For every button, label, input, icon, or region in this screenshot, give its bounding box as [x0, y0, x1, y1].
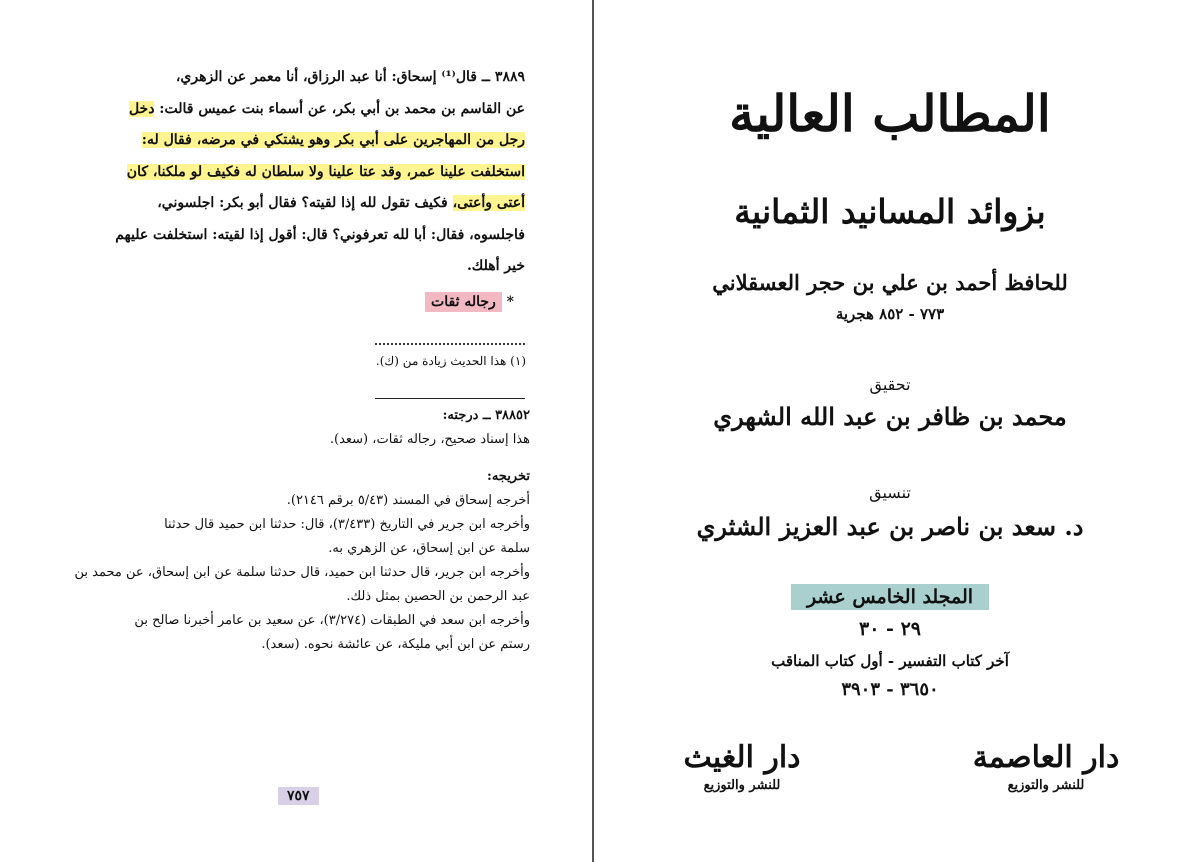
hadith-paragraph: [70, 62, 525, 283]
highlight: دخل: [128, 100, 155, 117]
publisher-tagline: للنشر والتوزيع: [1007, 778, 1085, 793]
footnote: (١) هذا الحديث زيادة من (ك).: [375, 354, 526, 368]
publisher-al-ghaith: [652, 738, 832, 793]
text-line: أعتى وأعتى، فكيف تقول لله إذا لقيته؟ فقال أبو بكر: اجلسوني،: [157, 195, 525, 211]
takhrij-section: [60, 465, 530, 657]
narrators-verdict: [425, 294, 514, 310]
grade-text: هذا إسناد صحيح، رجاله ثقات، (سعد).: [329, 432, 530, 447]
takhrij-line: وأخرجه ابن جرير في التاريخ (٣/٤٣٣)، قال: حدثنا ابن حميد قال حدثنا: [164, 517, 530, 532]
takhrij-line: سلمة عن ابن إسحاق، عن الزهري به.: [328, 541, 530, 556]
takhrij-line: أخرجه إسحاق في المسند (٥/٤٣ برقم ٢١٤٦).: [286, 493, 530, 508]
text-line: [70, 125, 525, 157]
takhrij-line: عبد الرحمن بن الحصين بمثل ذلك.: [346, 589, 530, 604]
page-number: ٧٥٧: [278, 787, 319, 805]
book-title: المطالب العالية: [729, 84, 1051, 143]
highlight: استخلفت علينا عمر، وقد عتا علينا ولا سلطان له فكيف لو ملكنا، كان: [126, 163, 525, 180]
book-subtitle: بزوائد المسانيد الثمانية: [734, 192, 1046, 231]
author-dates: ٧٧٣ - ٨٥٢ هجرية: [835, 305, 945, 323]
section-divider: [375, 398, 525, 399]
footnote-divider: [375, 343, 525, 345]
takhrij-heading: تخريجه:: [487, 469, 530, 484]
volume-label-wrap: [594, 584, 1186, 610]
text-line: فاجلسوه، فقال: أبا لله تعرفوني؟ قال: أقول إذا لقيته: استخلفت عليهم: [115, 226, 525, 243]
editor-role-label: تحقيق: [869, 375, 911, 394]
takhrij-line: رستم عن ابن أبي مليكة، عن عائشة نحوه. (سعد).: [261, 637, 530, 652]
highlight: رجاله ثقات: [425, 292, 502, 312]
grade-section: [60, 404, 530, 452]
hadith-number-range: ٣٦٥٠ - ٣٩٠٣: [841, 679, 939, 700]
text-line: ٣٨٨٩ ــ قال⁽¹⁾ إسحاق: أنا عبد الرزاق، أنا معمر عن الزهري،: [175, 69, 525, 85]
text-line: خير أهلك.: [466, 258, 525, 274]
parts-range: ٢٩ - ٣٠: [859, 618, 921, 640]
star-icon: *: [506, 294, 514, 310]
coordinator-name: د. سعد بن ناصر بن عبد العزيز الشثري: [696, 512, 1084, 541]
books-range: آخر كتاب التفسير - أول كتاب المناقب: [771, 652, 1009, 670]
title-page: [594, 0, 1186, 862]
coordinator-role-label: تنسيق: [869, 483, 911, 502]
grade-heading: ٣٨٨٥٢ ــ درجته:: [442, 408, 530, 423]
left-page: [0, 0, 592, 862]
publisher-logo: دار الغيث: [683, 740, 801, 775]
editor-name: محمد بن ظافر بن عبد الله الشهري: [713, 402, 1067, 431]
publisher-logo: دار العاصمة: [972, 740, 1120, 775]
publisher-al-asima: [956, 738, 1136, 793]
author-line: للحافظ أحمد بن علي بن حجر العسقلاني: [712, 270, 1068, 295]
publisher-tagline: للنشر والتوزيع: [703, 778, 781, 793]
volume-label: المجلد الخامس عشر: [791, 584, 989, 610]
text-line: [70, 157, 525, 189]
takhrij-line: وأخرجه ابن سعد في الطبقات (٣/٢٧٤)، عن سعيد بن عامر أخبرنا صالح بن: [134, 613, 530, 628]
text-line: عن القاسم بن محمد بن أبي بكر، عن أسماء بنت عميس قالت: دخل: [128, 100, 525, 117]
takhrij-line: وأخرجه ابن جرير، قال حدثنا ابن حميد، قال حدثنا سلمة عن ابن إسحاق، عن محمد بن: [74, 565, 530, 580]
highlight: أعتى وأعتى،: [452, 195, 525, 211]
highlight: رجل من المهاجرين على أبي بكر وهو يشتكي في مرضه، فقال له:: [141, 132, 525, 148]
